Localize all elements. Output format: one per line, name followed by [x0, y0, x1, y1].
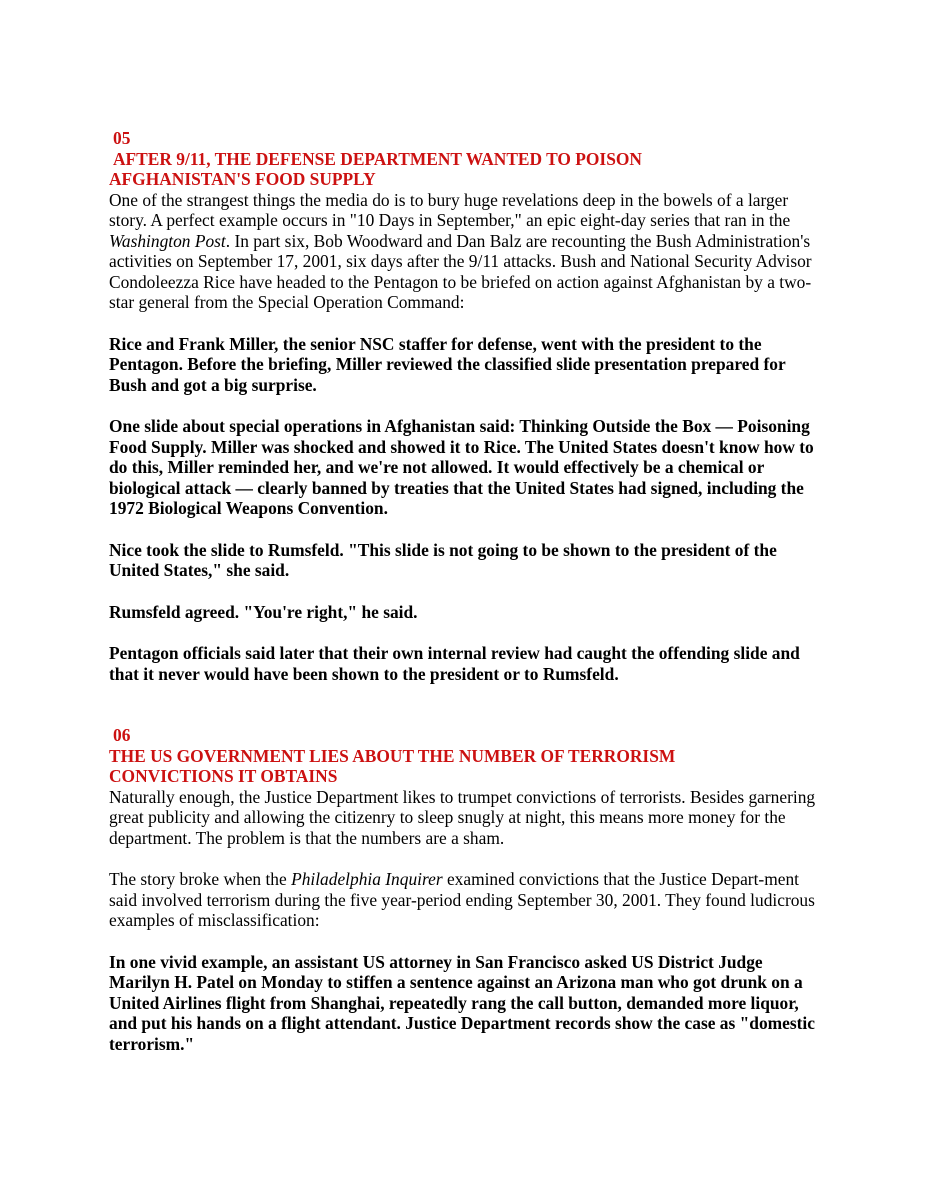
- document-page: [109, 128, 821, 1054]
- quote-paragraph: Pentagon officials said later that their own internal review had caught the offending slide and that it never would have been shown to the president or to Rumsfeld.: [109, 643, 800, 684]
- section-number: 06: [113, 725, 131, 745]
- publication-name: Philadelphia Inquirer: [291, 869, 443, 889]
- body-paragraph: The story broke when the Philadelphia Inquirer examined convictions that the Justice Depart-ment said involved terrorism during the five year-period ending September 30, 2001. They found ludicrous examples of misclassification:: [109, 869, 815, 930]
- quote-paragraph: Nice took the slide to Rumsfeld. "This slide is not going to be shown to the president of the United States," she said.: [109, 539, 777, 580]
- section-06: [109, 725, 821, 1054]
- quote-paragraph: Rumsfeld agreed. "You're right," he said.: [109, 601, 418, 622]
- section-headline: [109, 149, 821, 190]
- section-headline: [109, 746, 821, 787]
- headline-line: AFGHANISTAN'S FOOD SUPPLY: [109, 169, 376, 189]
- headline-line: THE US GOVERNMENT LIES ABOUT THE NUMBER OF TERRORISM: [109, 745, 676, 766]
- headline-line: AFTER 9/11, THE DEFENSE DEPARTMENT WANTED TO POISON: [113, 148, 642, 169]
- section-05: [109, 128, 821, 684]
- quote-paragraph: In one vivid example, an assistant US attorney in San Francisco asked US District Judge Marilyn H. Patel on Monday to stiffen a sentence against an Arizona man who got drunk on a United Airlines flight from Shanghai, repeatedly rang the call button, demanded more liquor, and put his hands on a flight attendant. Justice Department records show the case as "domestic terrorism.": [109, 951, 815, 1054]
- section-number: 05: [113, 128, 131, 148]
- quote-paragraph: One slide about special operations in Afghanistan said: Thinking Outside the Box — Poisoning Food Supply. Miller was shocked and showed it to Rice. The United States doesn't know how to do this, Miller reminded her, and we're not allowed. It would effectively be a chemical or biological attack — clearly banned by treaties that the United States had signed, including the 1972 Biological Weapons Convention.: [109, 416, 814, 518]
- publication-name: Washington Post: [109, 230, 226, 251]
- intro-paragraph: One of the strangest things the media do is to bury huge revelations deep in the bowels of a larger story. A perfect example occurs in "10 Days in September," an epic eight-day series that ran in the Washington Post. In part six, Bob Woodward and Dan Balz are recounting the Bush Administration's activities on September 17, 2001, six days after the 9/11 attacks. Bush and National Security Advisor Condoleezza Rice have headed to the Pentagon to be briefed on action against Afghanistan by a two-star general from the Special Operation Command:: [109, 189, 812, 312]
- quote-paragraph: Rice and Frank Miller, the senior NSC staffer for defense, went with the president to the Pentagon. Before the briefing, Miller reviewed the classified slide presentation prepared for Bush and got a big surprise.: [109, 333, 786, 395]
- body-paragraph: Naturally enough, the Justice Department likes to trumpet convictions of terrorists. Besides garnering great publicity and allowing the citizenry to sleep snugly at night, this means more money for the department. The problem is that the numbers are a sham.: [109, 786, 816, 848]
- headline-line: CONVICTIONS IT OBTAINS: [109, 766, 338, 786]
